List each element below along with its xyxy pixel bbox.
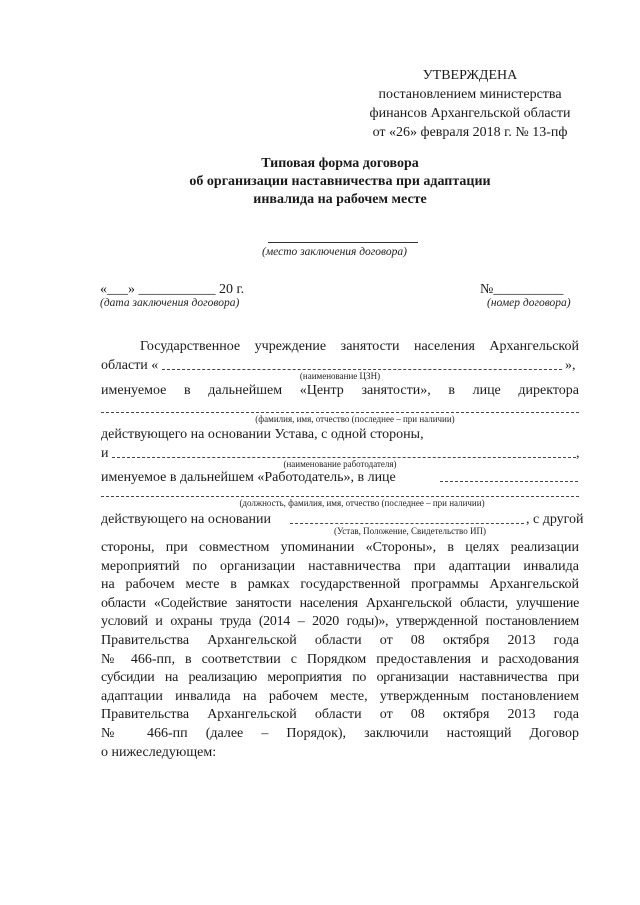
approval-line-4: от «26» февраля 2018 г. № 13-пф <box>372 125 568 140</box>
parties-line-7-start: действующего на основании <box>101 512 272 527</box>
czn-note: (наименование ЦЗН) <box>299 371 381 381</box>
approval-heading: УТВЕРЖДЕНА <box>422 68 518 83</box>
parties-line-5-end: , <box>576 446 580 461</box>
paragraph-line: № 466-пп, в соответствии с Порядком предоставления и расходования <box>101 651 579 667</box>
basis-underline <box>290 523 524 524</box>
place-underline <box>268 242 418 243</box>
parties-line-4: действующего на основании Устава, с одной стороны, <box>101 427 424 442</box>
paragraph-line: № 466-пп (далее – Порядок), заключили настоящий Договор <box>101 725 579 741</box>
parties-line-2-end: », <box>565 358 576 373</box>
parties-line-6: именуемое в дальнейшем «Работодатель», в лице <box>101 470 396 485</box>
czn-name-underline <box>162 369 562 370</box>
director-note: (фамилия, имя, отчество (последнее – при наличии) <box>255 414 455 424</box>
parties-line-3: именуемое в дальнейшем «Центр занятости», в лице директора <box>101 383 579 398</box>
paragraph-line: адаптации инвалида на рабочем месте, утвержденным постановлением <box>101 688 579 704</box>
representative-underline-a <box>440 481 578 482</box>
date-field: «___» ___________ 20 г. <box>100 282 245 297</box>
document-title-line-3: инвалида на рабочем месте <box>253 192 427 207</box>
paragraph-line: Правительства Архангельской области от 08 октября 2013 года <box>101 632 579 648</box>
contract-number-note: (номер договора) <box>487 297 571 309</box>
place-note: (место заключения договора) <box>262 246 407 258</box>
paragraph-line: мероприятий по организации наставничества при адаптации инвалида <box>101 558 579 574</box>
parties-line-2-start: области « <box>101 358 159 373</box>
paragraph-line: Правительства Архангельской области от 08 октября 2013 года <box>101 707 579 723</box>
representative-underline-b <box>101 496 579 497</box>
paragraph-line: субсидии на реализацию мероприятия по организации наставничества при <box>101 670 579 686</box>
position-note: (должность, фамилия, имя, отчество (последнее – при наличии) <box>239 498 485 508</box>
basis-note: (Устав, Положение, Свидетельство ИП) <box>334 526 486 536</box>
employer-note: (наименование работодателя) <box>283 459 397 469</box>
document-title-line-1: Типовая форма договора <box>261 156 419 171</box>
employer-underline <box>112 457 576 458</box>
paragraph-line: условий и охраны труда (2014 – 2020 годы)», утвержденной постановлением <box>101 614 579 630</box>
parties-line-5-start: и <box>101 446 109 461</box>
paragraph-line: стороны, при совместном упоминании «Стороны», в целях реализации <box>101 540 579 555</box>
main-paragraph <box>101 539 579 762</box>
paragraph-line: о нижеследующем: <box>101 744 217 760</box>
paragraph-line: области «Содействие занятости населения Архангельской области, улучшение <box>101 595 579 611</box>
contract-number-field: №__________ <box>480 282 564 297</box>
paragraph-line: на рабочем месте в рамках государственной программы Архангельской <box>101 577 579 593</box>
approval-line-2: постановлением министерства <box>378 87 562 102</box>
parties-line-1: Государственное учреждение занятости населения Архангельской <box>140 339 579 354</box>
approval-line-3: финансов Архангельской области <box>369 106 571 121</box>
parties-line-7-end: , с другой <box>526 512 584 527</box>
date-note: (дата заключения договора) <box>100 297 240 309</box>
director-underline <box>101 412 579 413</box>
document-title-line-2: об организации наставничества при адаптации <box>189 174 491 189</box>
